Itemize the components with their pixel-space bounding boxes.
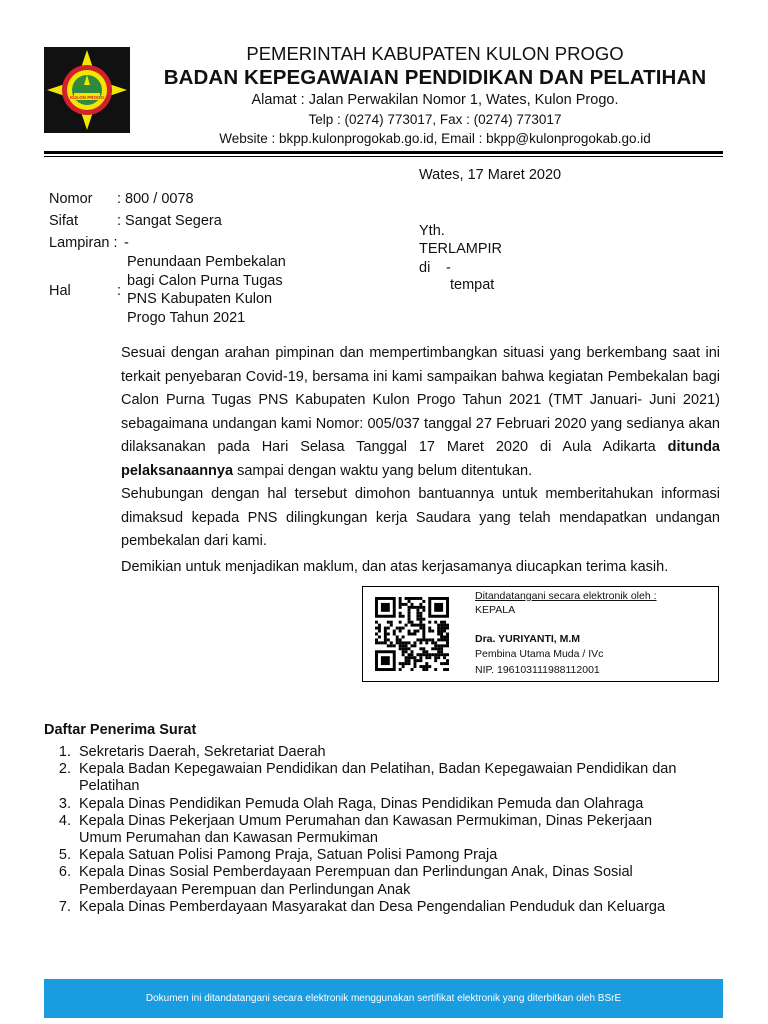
list-item [44, 899, 724, 916]
list-item-text [71, 847, 497, 864]
agency-website: Website : bkpp.kulonprogokab.go.id, Email : bkpp@kulonprogokab.go.id [219, 131, 651, 146]
agency-name: BADAN KEPEGAWAIAN PENDIDIKAN DAN PELATIHAN [163, 66, 707, 89]
lampiran-value: - [124, 235, 129, 251]
sifat-label: Sifat [49, 213, 79, 229]
paragraph-1-end: sampai dengan waktu yang belum ditentukan. [233, 462, 533, 479]
list-item [44, 761, 724, 795]
hal-line: bagi Calon Purna Tugas [127, 272, 283, 289]
hal-line: PNS Kabupaten Kulon [127, 291, 273, 307]
list-item-number: 7. [58, 898, 71, 915]
signer-rank: Pembina Utama Muda / IVc [475, 648, 604, 660]
list-item-line: Pelatihan [79, 778, 140, 795]
signer-nip: NIP. 196103111988112001 [475, 664, 600, 676]
paragraph-2: Sehubungan dengan hal tersebut dimohon bantuannya untuk memberitahukan informasi dimaksud kepada PNS dilingkungan kerja Saudara yang telah mendapatkan undangan pembekalan dari kami. [121, 486, 720, 549]
qr-code-icon [375, 597, 449, 671]
tempat: tempat [450, 277, 495, 293]
government-name: PEMERINTAH KABUPATEN KULON PROGO [246, 43, 624, 64]
nomor-label: Nomor [49, 191, 93, 207]
list-item-line: Kepala Badan Kepegawaian Pendidikan dan Pelatihan, Badan Kepegawaian Pendidikan dan [79, 761, 677, 778]
agency-phone: Telp : (0274) 773017, Fax : (0274) 773017 [308, 112, 562, 127]
list-item-line: Sekretaris Daerah, Sekretariat Daerah [79, 744, 326, 760]
distribution-list [44, 744, 724, 916]
hal-colon: : [117, 283, 122, 299]
list-item-line: Kepala Dinas Sosial Pemberdayaan Perempuan dan Perlindungan Anak, Dinas Sosial [79, 864, 633, 881]
hal-line: Penundaan Pembekalan [127, 254, 286, 270]
agency-logo [44, 47, 130, 133]
place-date: Wates, 17 Maret 2020 [419, 167, 562, 183]
list-item-line: Kepala Dinas Pemberdayaan Masyarakat dan Desa Pengendalian Penduduk dan Keluarga [79, 898, 666, 915]
list-item-text [71, 744, 326, 761]
list-item-line: Pemberdayaan Perempuan dan Perlindungan Anak [79, 881, 411, 898]
list-item-number: 2. [58, 761, 71, 778]
list-item-number: 3. [58, 795, 71, 812]
hal-subject [127, 253, 286, 327]
di-dash: - [446, 260, 451, 276]
paragraph-1-emphasis: ditunda pelaksanaannya [121, 439, 720, 479]
hal-label: Hal [49, 283, 71, 299]
list-item-number: 5. [58, 847, 71, 864]
signature-heading: Ditandatangani secara elektronik oleh : [475, 590, 657, 602]
bsre-footer-banner: Dokumen ini ditandatangani secara elektronik menggunakan sertifikat elektronik yang diterbitkan oleh BSrE [44, 979, 723, 1018]
logo-lettering: KULON PROGO [69, 95, 105, 100]
header-divider-thick [44, 151, 723, 154]
list-item-text [71, 761, 676, 795]
list-item-line: Kepala Satuan Polisi Pamong Praja, Satuan Polisi Pamong Praja [79, 847, 498, 864]
star-emblem-icon [44, 47, 130, 133]
nomor-value: : 800 / 0078 [117, 191, 194, 207]
signer-position: KEPALA [475, 604, 516, 616]
letterhead [150, 43, 720, 148]
list-item-line: Kepala Dinas Pekerjaan Umum Perumahan dan Kawasan Permukiman, Dinas Pekerjaan [79, 812, 653, 829]
list-item-line: Kepala Dinas Pendidikan Pemuda Olah Raga, Dinas Pendidikan Pemuda dan Olahraga [79, 795, 644, 812]
sifat-value: : Sangat Segera [117, 213, 222, 229]
electronic-signature-box [362, 586, 719, 682]
yth: Yth. [419, 223, 445, 239]
list-item [44, 864, 724, 898]
list-item-number: 6. [58, 864, 71, 881]
lampiran-label: Lampiran : [49, 235, 118, 251]
list-item-number: 4. [58, 812, 71, 829]
hal-line: Progo Tahun 2021 [127, 309, 246, 326]
list-item-number: 1. [58, 744, 71, 760]
list-item [44, 796, 724, 813]
paragraph-1 [121, 342, 720, 483]
signer-name: Dra. YURIYANTI, M.M [475, 633, 581, 645]
list-item-text [71, 813, 652, 847]
list-item-line: Umum Perumahan dan Kawasan Permukiman [79, 830, 378, 847]
list-item-text [71, 864, 633, 898]
list-item [44, 744, 724, 761]
distribution-title: Daftar Penerima Surat [44, 722, 197, 738]
header-divider-thin [44, 156, 723, 157]
list-item-text [71, 899, 665, 916]
di-label: di [419, 260, 431, 276]
agency-address: Alamat : Jalan Perwakilan Nomor 1, Wates, Kulon Progo. [251, 92, 619, 108]
paragraph-3: Demikian untuk menjadikan maklum, dan atas kerjasamanya diucapkan terima kasih. [121, 559, 669, 575]
list-item [44, 847, 724, 864]
recipient: TERLAMPIR [419, 241, 502, 257]
list-item-text [71, 796, 643, 813]
paragraph-1-start: Sesuai dengan arahan pimpinan dan mempertimbangkan situasi yang berkembang saat ini terkait penyebaran Covid-19, bersama ini kami sampaikan bahwa kegiatan Pembekalan bagi Calon Purna Tugas PNS Kabupaten Kulon Progo Tahun 2021 (TMT Januari- Juni 2021) sebagaimana undangan kami Nomor: 005/037 tanggal 27 Februari 2020 yang sedianya akan dilaksanakan pada Hari Selasa Tanggal 17 Maret 2020 di Aula Adikarta [121, 345, 720, 455]
list-item [44, 813, 724, 847]
